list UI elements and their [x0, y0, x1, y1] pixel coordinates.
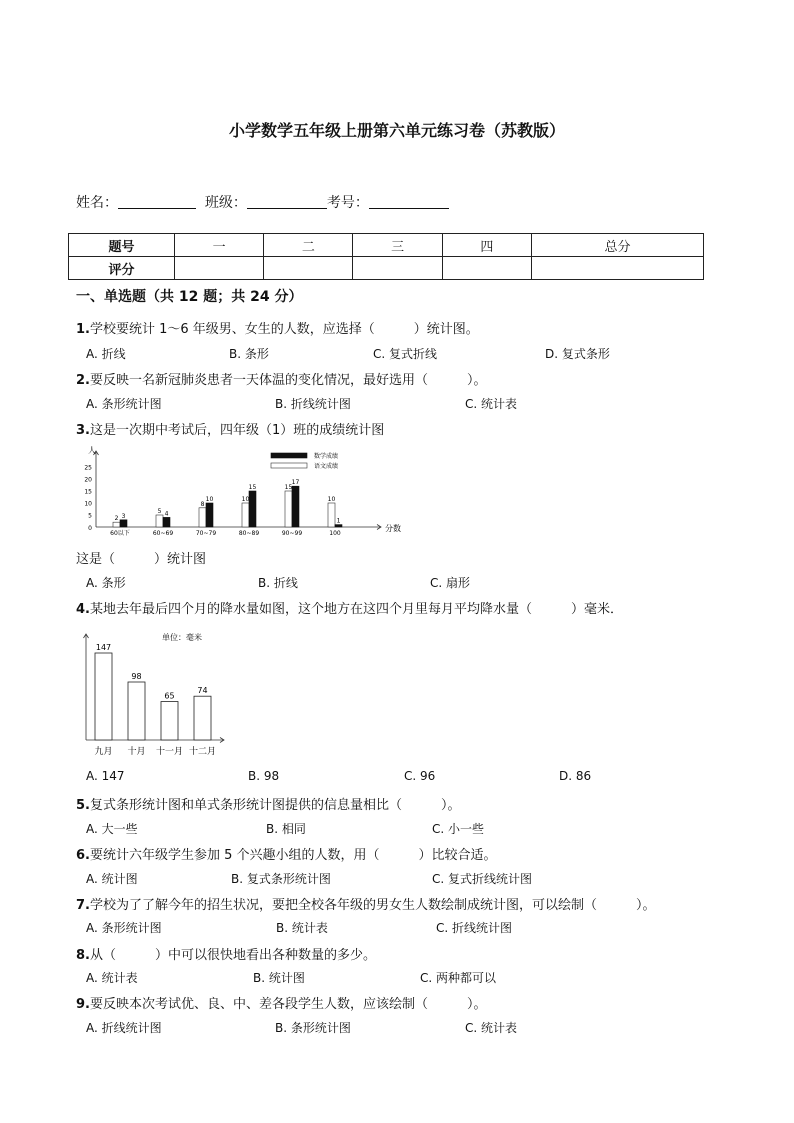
bar-chinese — [328, 503, 335, 527]
question-number: 6. — [76, 848, 90, 863]
y-tick-label: 5 — [88, 512, 92, 520]
x-tick-label: 100 — [329, 530, 341, 537]
data-label: 2 — [114, 515, 119, 523]
class-blank[interactable] — [247, 194, 327, 209]
option[interactable]: B. 条形统计图 — [275, 1021, 351, 1035]
data-label: 65 — [164, 691, 175, 701]
data-label: 1 — [336, 517, 341, 525]
question-text: 某地去年最后四个月的降水量如图，这个地方在这四个月里每月平均降水量（ ）毫米． — [89, 602, 623, 617]
x-tick-label: 十月 — [127, 747, 146, 757]
bar — [161, 702, 178, 740]
question-number: 2. — [76, 373, 90, 388]
chart2-bars — [95, 653, 211, 740]
option[interactable]: B. 98 — [248, 769, 280, 783]
data-label: 3 — [121, 512, 126, 520]
x-tick-label: 60以下 — [110, 530, 130, 537]
student-info — [76, 192, 449, 212]
data-label: 15 — [284, 484, 293, 491]
option[interactable]: B. 统计表 — [276, 921, 328, 935]
x-tick-label: 十一月 — [155, 747, 184, 757]
question-text: 学校为了了解今年的招生状况，要把全校各年级的男女生人数绘制成统计图，可以绘制（ ）。 — [89, 898, 656, 913]
data-label: 10 — [205, 496, 214, 503]
score-cell[interactable] — [264, 257, 353, 280]
x-tick-label: 90~99 — [281, 530, 303, 537]
y-tick-label: 20 — [84, 476, 92, 484]
bar-math — [206, 503, 213, 527]
bar-chinese — [199, 508, 206, 527]
option[interactable]: A. 折线统计图 — [86, 1021, 162, 1035]
y-tick-label: 25 — [84, 464, 92, 472]
chart1-legend — [271, 452, 338, 470]
question-number: 8. — [76, 948, 90, 963]
question-number: 1. — [76, 322, 90, 337]
rainfall-bar-chart — [76, 626, 236, 762]
score-cell[interactable] — [531, 257, 703, 280]
option[interactable]: C. 两种都可以 — [420, 971, 497, 985]
bar — [128, 682, 145, 740]
option[interactable]: C. 统计表 — [465, 397, 518, 411]
option[interactable]: A. 条形统计图 — [86, 921, 162, 935]
question-text: 要统计六年级学生参加 5 个兴趣小组的人数，用（ ）比较合适。 — [89, 848, 497, 863]
section-heading: 一、单选题（共 12 题；共 24 分） — [76, 289, 303, 305]
option[interactable]: C. 复式折线统计图 — [432, 872, 533, 886]
option[interactable]: B. 条形 — [229, 347, 269, 361]
question-text: 要反映一名新冠肺炎患者一天体温的变化情况，最好选用（ ）。 — [89, 373, 487, 388]
id-blank[interactable] — [369, 194, 449, 209]
x-tick-label: 80~89 — [238, 530, 260, 537]
option[interactable]: B. 统计图 — [253, 971, 305, 985]
data-label: 74 — [197, 686, 208, 696]
option[interactable]: A. 统计表 — [86, 971, 138, 985]
bar-math — [163, 517, 170, 527]
legend-label-chinese: 语文成绩 — [314, 463, 339, 470]
option[interactable]: A. 统计图 — [86, 872, 138, 886]
bar-chinese — [113, 522, 120, 527]
data-label: 17 — [291, 479, 300, 487]
data-label: 15 — [248, 484, 257, 491]
question-6 — [76, 844, 497, 863]
question-text: 从（ ）中可以很快地看出各种数量的多少。 — [89, 948, 376, 963]
option[interactable]: B. 折线统计图 — [275, 397, 351, 411]
option[interactable]: A. 大一些 — [86, 822, 138, 836]
header-cell: 题号 — [69, 234, 175, 257]
id-label: 考号： — [326, 195, 369, 211]
question-text: 要反映本次考试优、良、中、差各段学生人数，应该绘制（ ）。 — [89, 997, 487, 1012]
bar — [95, 653, 112, 740]
question-number: 3. — [76, 423, 90, 438]
score-cell[interactable] — [353, 257, 442, 280]
question-7 — [76, 894, 656, 913]
option[interactable]: C. 扇形 — [430, 576, 471, 590]
question-text: 学校要统计 1～6 年级男、女生的人数，应选择（ ）统计图。 — [89, 322, 479, 337]
option[interactable]: B. 折线 — [258, 576, 298, 590]
header-cell: 一 — [175, 234, 264, 257]
name-label: 姓名： — [76, 195, 118, 211]
class-label: 班级： — [204, 195, 247, 211]
question-8 — [76, 944, 376, 963]
option[interactable]: C. 复式折线 — [373, 347, 438, 361]
bar-chinese — [242, 503, 249, 527]
unit-label: 单位：毫米 — [162, 633, 202, 642]
option[interactable]: C. 折线统计图 — [436, 921, 513, 935]
legend-label-math: 数学成绩 — [314, 453, 339, 460]
score-cell[interactable] — [442, 257, 531, 280]
question-3 — [76, 419, 384, 438]
page-title: 小学数学五年级上册第六单元练习卷（苏教版） — [228, 121, 565, 140]
question-text: 复式条形统计图和单式条形统计图提供的信息量相比（ ）。 — [89, 798, 461, 813]
score-cell[interactable] — [175, 257, 264, 280]
data-label: 5 — [157, 508, 162, 515]
data-label: 147 — [95, 643, 112, 652]
bar-chinese — [156, 515, 163, 527]
chart1-bars — [113, 486, 342, 527]
name-blank[interactable] — [118, 194, 196, 209]
x-axis-label: 分数 — [385, 524, 401, 533]
question-number: 7. — [76, 898, 90, 913]
header-cell: 总分 — [531, 234, 703, 257]
bar-math — [249, 491, 256, 527]
header-cell: 三 — [353, 234, 442, 257]
bar-math — [335, 525, 342, 527]
y-axis-label: 人 — [88, 446, 96, 455]
option[interactable]: B. 复式条形统计图 — [231, 872, 331, 886]
option[interactable]: A. 条形统计图 — [86, 397, 162, 411]
data-label: 8 — [200, 500, 205, 508]
question-9 — [76, 993, 487, 1012]
question-3-after: 这是（ ）统计图 — [76, 552, 207, 567]
bar-math — [292, 486, 299, 527]
question-number: 4. — [76, 602, 90, 617]
data-label: 4 — [164, 510, 169, 518]
option[interactable]: D. 复式条形 — [545, 347, 610, 361]
option[interactable]: A. 147 — [86, 769, 125, 783]
header-cell: 二 — [264, 234, 353, 257]
legend-swatch-math — [271, 453, 307, 458]
legend-swatch-chinese — [271, 463, 307, 468]
y-tick-label: 10 — [84, 500, 92, 508]
question-number: 9. — [76, 997, 90, 1012]
question-4 — [76, 598, 623, 617]
question-5 — [76, 794, 461, 813]
option[interactable]: C. 小一些 — [432, 822, 485, 836]
x-tick-label: 70~79 — [195, 530, 217, 537]
option[interactable]: D. 86 — [559, 769, 592, 783]
x-tick-label: 60~69 — [152, 530, 174, 537]
row-label: 评分 — [69, 257, 175, 280]
x-tick-label: 九月 — [94, 747, 113, 757]
data-label: 10 — [327, 496, 336, 503]
bar-math — [120, 520, 127, 527]
y-tick-label: 0 — [88, 525, 92, 532]
option[interactable]: A. 条形 — [86, 576, 126, 590]
option[interactable]: C. 96 — [404, 769, 436, 783]
bar-chinese — [285, 491, 292, 527]
score-table — [68, 233, 704, 280]
score-table-row — [69, 257, 704, 280]
data-label: 98 — [131, 672, 142, 681]
header-cell: 四 — [442, 234, 531, 257]
question-number: 5. — [76, 798, 90, 813]
question-text: 这是一次期中考试后，四年级（1）班的成绩统计图 — [89, 423, 385, 438]
question-2 — [76, 369, 487, 388]
option[interactable]: B. 相同 — [266, 822, 306, 836]
y-tick-label: 15 — [84, 488, 92, 496]
option[interactable]: A. 折线 — [86, 347, 126, 361]
data-label: 10 — [241, 496, 250, 503]
bar — [194, 696, 211, 740]
question-1 — [76, 318, 479, 337]
x-tick-label: 十二月 — [188, 747, 217, 757]
score-table-header — [69, 234, 704, 257]
option[interactable]: C. 统计表 — [465, 1021, 518, 1035]
score-bar-chart — [76, 443, 426, 543]
